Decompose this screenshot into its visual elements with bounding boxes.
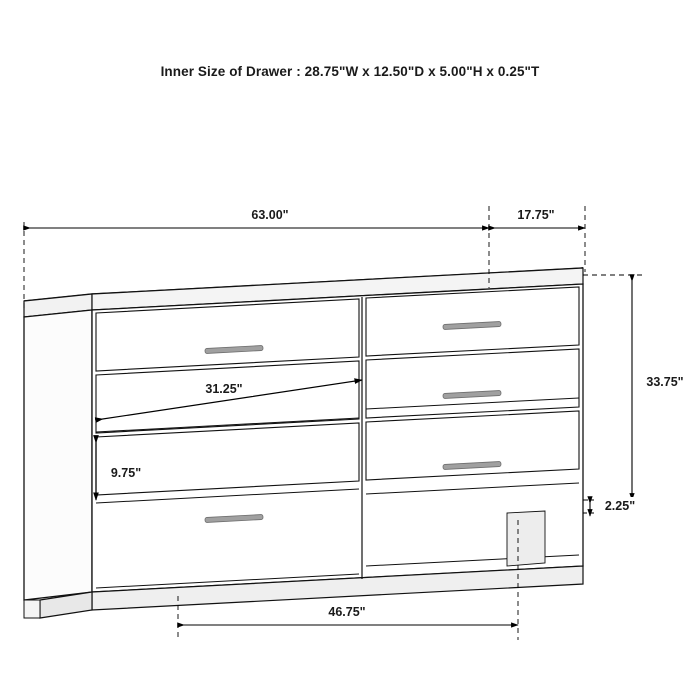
label-base-height: 2.25": [604, 499, 636, 513]
drawer-front-right-bottom: [366, 411, 579, 480]
label-base-width: 46.75": [328, 605, 366, 619]
label-depth: 17.75": [517, 208, 555, 222]
dresser-body: [24, 268, 583, 618]
dimension-depth: [489, 205, 585, 272]
page-title: Inner Size of Drawer : 28.75"W x 12.50"D x 5.00"H x 0.25"T: [160, 64, 540, 79]
dresser-left-side-panel: [24, 310, 92, 600]
label-drawer-width: 31.25": [205, 382, 243, 396]
drawer-front-right-top: [366, 287, 579, 356]
label-overall-width: 63.00": [251, 208, 289, 222]
dimension-base-height: [583, 497, 646, 516]
label-overall-height: 33.75": [646, 375, 684, 389]
dimension-overall-height: [583, 275, 693, 500]
label-drawer-height: 9.75": [110, 466, 142, 480]
dresser-right-foot: [507, 511, 545, 566]
dresser-base-bottom-left: [24, 600, 40, 618]
